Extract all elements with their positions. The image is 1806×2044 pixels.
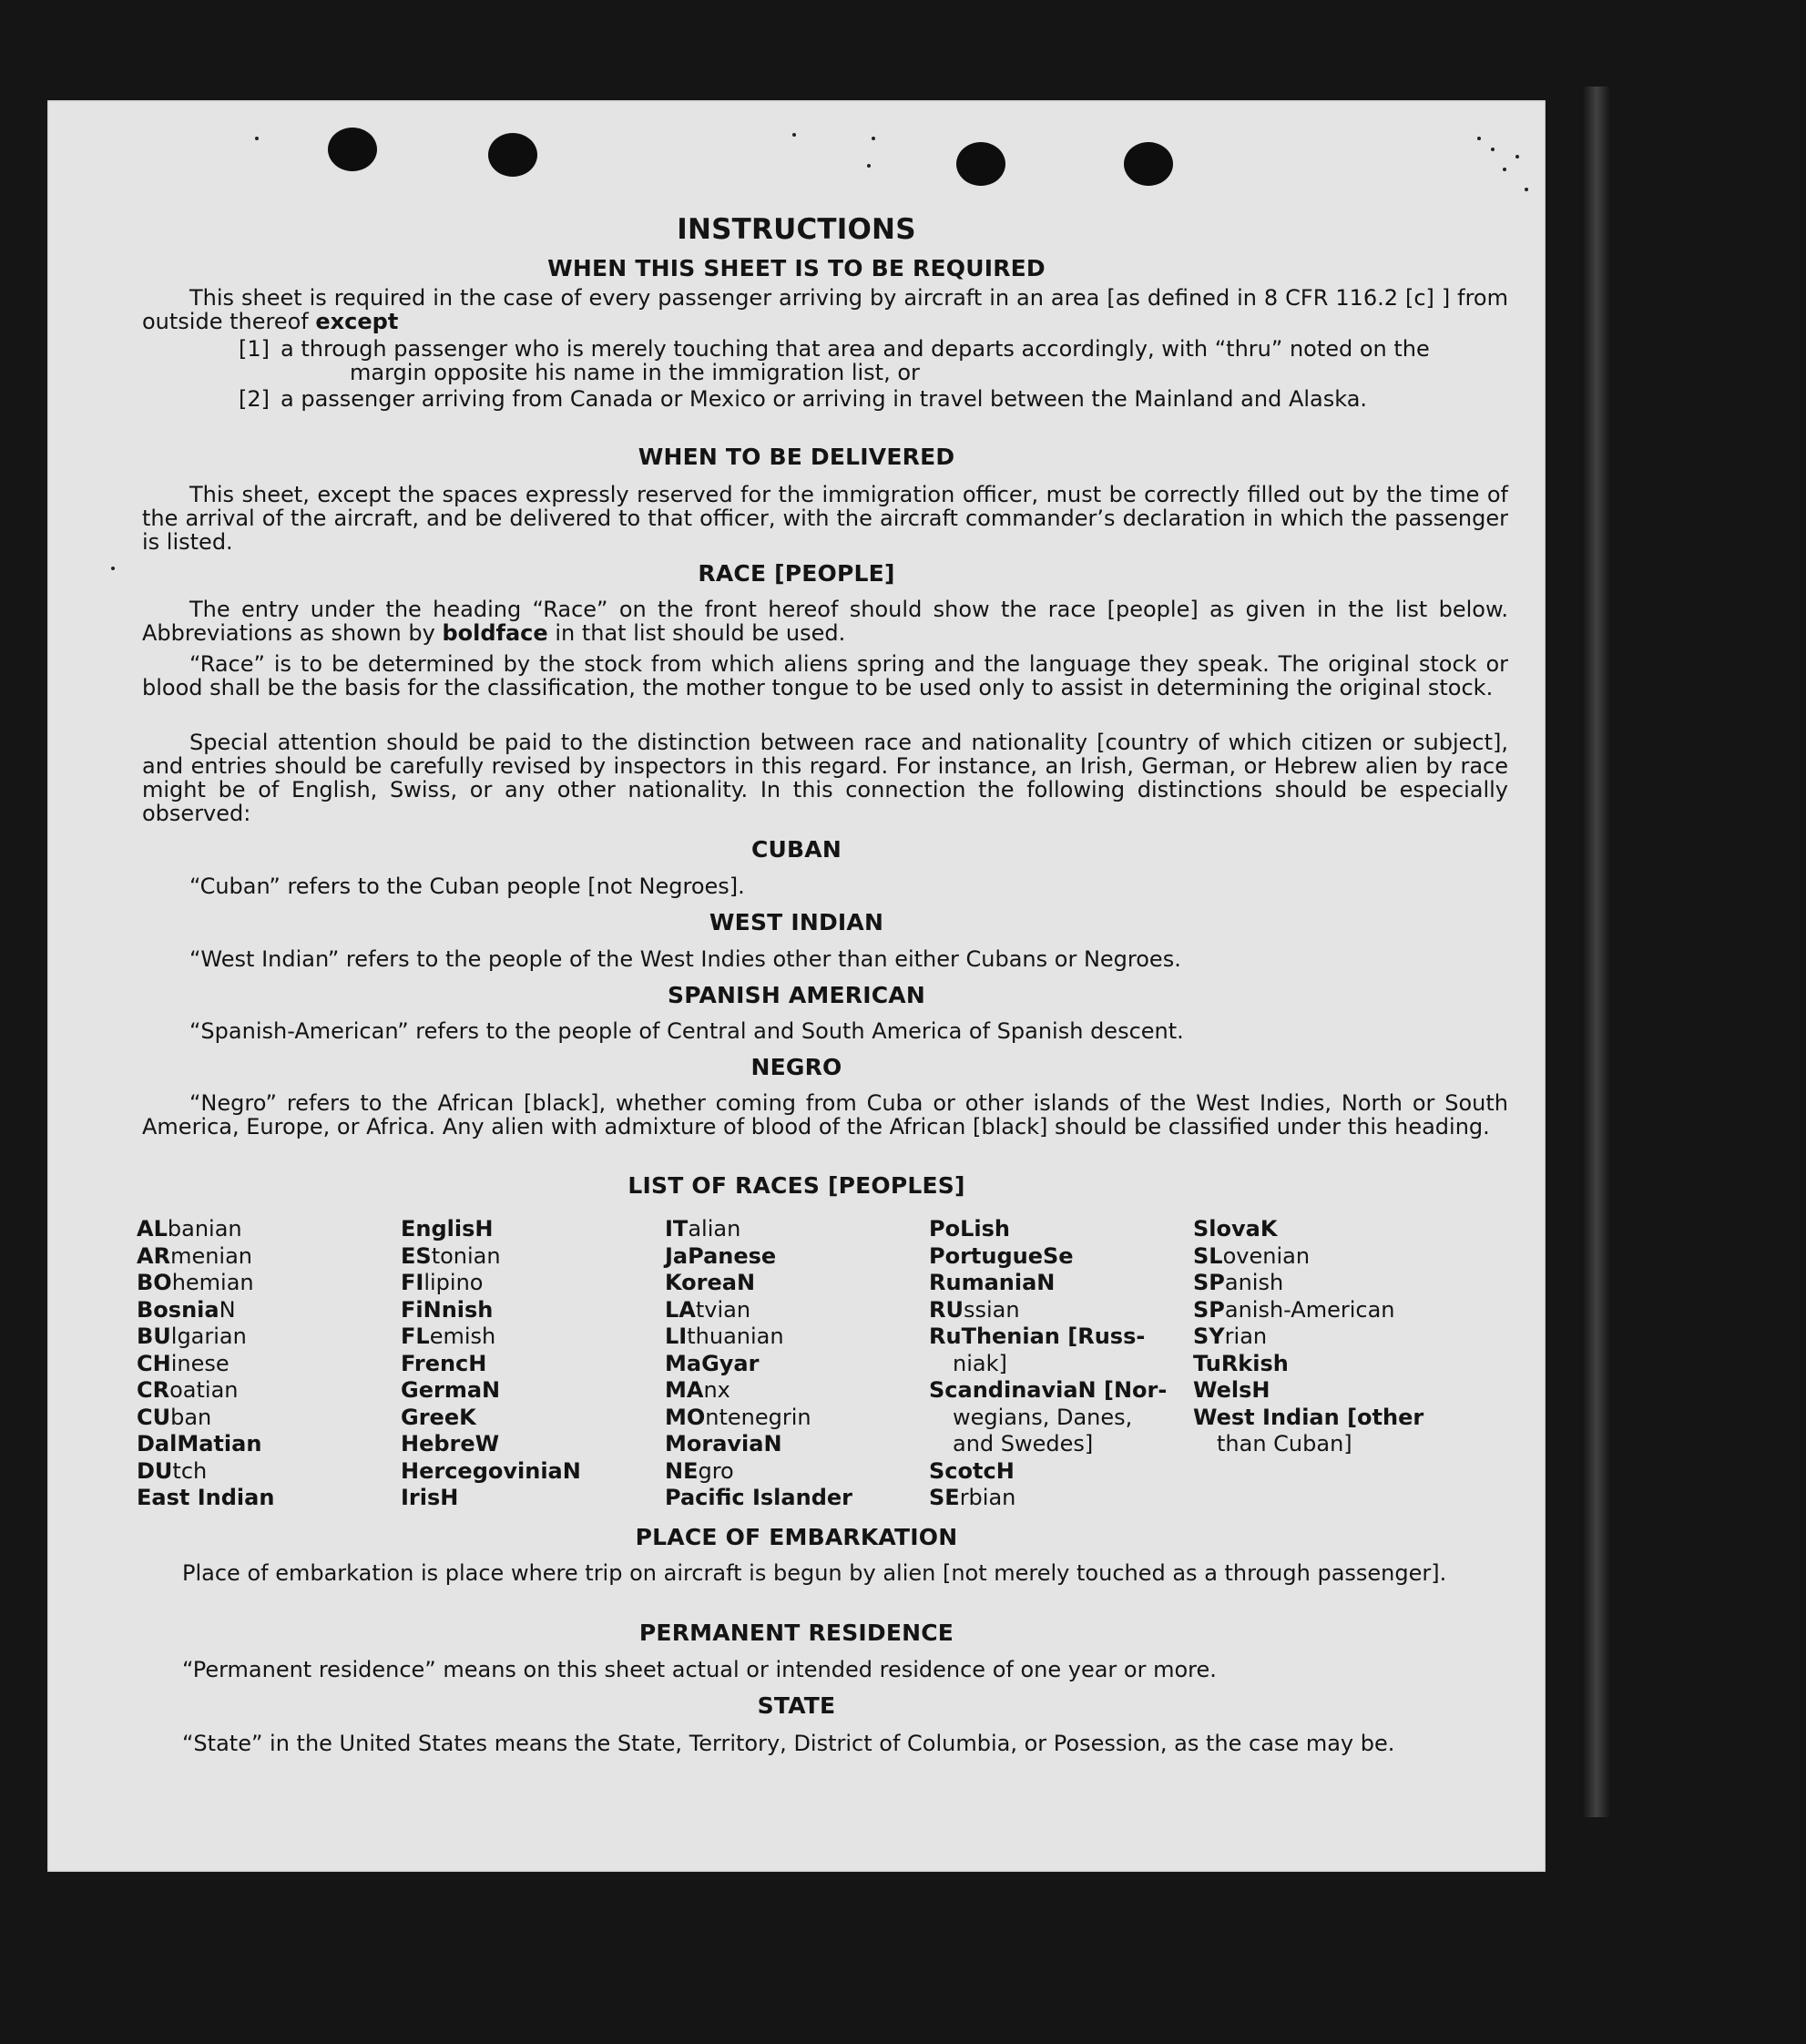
paragraph-negro [142, 1091, 1508, 1139]
race-abbreviation: ES [401, 1242, 432, 1269]
paragraph-embarkation [135, 1561, 1501, 1585]
text: The entry under the heading “Race” on the front hereof should show the race [people] as given in the list below. Abbreviations as shown by [142, 597, 1508, 646]
races-column-2 [401, 1216, 665, 1512]
punch-hole [488, 133, 537, 177]
race-entry [665, 1458, 929, 1486]
race-entry [665, 1216, 929, 1243]
races-column-5 [1193, 1216, 1485, 1458]
item-number: [1] [239, 336, 270, 362]
race-abbreviation: TuRkish [1193, 1350, 1289, 1376]
race-abbreviation: ScotcH [929, 1457, 1015, 1484]
races-list [137, 1216, 1485, 1510]
race-entry [1193, 1351, 1485, 1378]
race-abbreviation: GreeK [401, 1404, 476, 1430]
text: Place of embarkation is place where trip on aircraft is begun by alien [not merely touched as a through passenger]. [182, 1560, 1447, 1586]
item-text: a passenger arriving from Canada or Mexico or arriving in travel between the Mainland and Alaska. [281, 386, 1368, 412]
race-name-continued: niak] [953, 1350, 1007, 1376]
heading-when-required: WHEN THIS SHEET IS TO BE REQUIRED [547, 255, 1046, 281]
item-text-continued: margin opposite his name in the immigration list, or [350, 360, 920, 385]
race-name-rest: tch [172, 1457, 208, 1484]
bold-text: except [315, 309, 399, 334]
race-abbreviation: RU [929, 1296, 964, 1323]
speck [872, 137, 875, 140]
punch-hole [956, 142, 1005, 186]
text: Special attention should be paid to the distinction between race and nationality [country of which citizen or subject], and entries should be carefully revised by inspectors in this regard. For instance, an Irish, German, or Hebrew alien by race might be of English, Swiss, or any other nationality. In this connection the following distinctions should be especially observed: [142, 730, 1508, 826]
paragraph-west-indian [142, 947, 1508, 971]
race-entry [1193, 1243, 1485, 1271]
race-entry [401, 1431, 665, 1458]
document-sheet [47, 100, 1546, 1872]
item-number: [2] [239, 386, 270, 412]
race-entry [929, 1297, 1193, 1324]
race-abbreviation: MoraviaN [665, 1431, 782, 1456]
race-abbreviation: SL [1193, 1242, 1223, 1269]
speck [1491, 148, 1495, 151]
punch-hole [328, 128, 377, 171]
heading-race: RACE [PEOPLE] [698, 560, 895, 587]
text: “Spanish-American” refers to the people of Central and South America of Spanish descent. [189, 1018, 1184, 1044]
race-entry [401, 1351, 665, 1378]
race-entry [401, 1297, 665, 1324]
race-entry [137, 1270, 401, 1297]
race-abbreviation: SE [929, 1485, 960, 1510]
race-abbreviation: NE [665, 1457, 699, 1484]
bold-text: boldface [442, 620, 548, 646]
race-abbreviation: FrencH [401, 1350, 487, 1376]
race-abbreviation: HercegoviniaN [401, 1457, 581, 1484]
race-abbreviation: East Indian [137, 1485, 275, 1510]
race-entry [1193, 1323, 1485, 1351]
race-abbreviation: CU [137, 1404, 171, 1430]
heading-embarkation: PLACE OF EMBARKATION [635, 1524, 958, 1550]
heading-negro: NEGRO [750, 1054, 842, 1080]
race-entry [401, 1458, 665, 1486]
heading-when-delivered: WHEN TO BE DELIVERED [638, 444, 955, 470]
race-abbreviation: PoLish [929, 1216, 1010, 1242]
race-abbreviation: BU [137, 1323, 171, 1349]
race-abbreviation: CR [137, 1377, 170, 1403]
race-name-rest: alian [688, 1216, 741, 1242]
race-abbreviation: SlovaK [1193, 1216, 1278, 1242]
race-abbreviation: CH [137, 1350, 171, 1376]
race-name-rest: ban [170, 1404, 212, 1430]
paragraph-race-2 [142, 652, 1508, 700]
text: “Permanent residence” means on this sheet actual or intended residence of one year or more. [182, 1657, 1217, 1682]
race-entry [137, 1297, 401, 1324]
race-entry [929, 1270, 1193, 1297]
race-abbreviation: Bosnia [137, 1296, 219, 1323]
race-name-rest: menian [170, 1242, 253, 1269]
paragraph-cuban [142, 874, 1508, 898]
race-name-rest: tvian [695, 1296, 751, 1323]
race-name-rest: ovenian [1222, 1242, 1311, 1269]
race-name-rest: anish-American [1224, 1296, 1395, 1323]
race-entry [929, 1216, 1193, 1243]
speck [255, 137, 259, 140]
text: “West Indian” refers to the people of the West Indies other than either Cubans or Negroes. [189, 946, 1181, 972]
race-abbreviation: IrisH [401, 1485, 459, 1510]
race-entry [665, 1297, 929, 1324]
paragraph-spanish-american [142, 1019, 1508, 1043]
race-entry [401, 1377, 665, 1405]
heading-spanish-american: SPANISH AMERICAN [668, 982, 925, 1008]
race-entry [929, 1323, 1193, 1377]
race-abbreviation: DalMatian [137, 1431, 262, 1456]
race-abbreviation: LA [665, 1296, 696, 1323]
race-abbreviation: MA [665, 1377, 704, 1403]
race-entry [665, 1431, 929, 1458]
text: “State” in the United States means the State, Territory, District of Columbia, or Posession, as the case may be. [182, 1731, 1395, 1756]
film-edge [1583, 87, 1610, 1817]
race-name-continued: wegians, Danes, [953, 1404, 1133, 1430]
race-entry [401, 1243, 665, 1271]
race-abbreviation: FI [401, 1270, 424, 1295]
race-entry [929, 1377, 1193, 1458]
race-name-rest: tonian [431, 1242, 501, 1269]
race-entry [137, 1431, 401, 1458]
race-entry [665, 1243, 929, 1271]
heading-west-indian: WEST INDIAN [709, 909, 884, 935]
race-entry [401, 1270, 665, 1297]
race-entry [137, 1351, 401, 1378]
race-name-continued: than Cuban] [1217, 1431, 1352, 1456]
heading-list-of-races: LIST OF RACES [PEOPLES] [628, 1172, 965, 1199]
speck [1503, 168, 1506, 171]
race-entry [1193, 1405, 1485, 1458]
race-abbreviation: FiNnish [401, 1296, 494, 1323]
race-entry [929, 1485, 1193, 1512]
race-name-rest: oatian [169, 1377, 239, 1403]
punch-hole [1124, 142, 1173, 186]
race-abbreviation: ScandinaviaN [Nor- [929, 1377, 1168, 1403]
heading-state: STATE [757, 1692, 836, 1719]
text: “Cuban” refers to the Cuban people [not Negroes]. [189, 874, 745, 899]
race-name-rest: anish [1224, 1270, 1284, 1295]
race-abbreviation: KoreaN [665, 1270, 756, 1295]
race-abbreviation: Pacific Islander [665, 1485, 852, 1510]
race-abbreviation: SP [1193, 1270, 1225, 1295]
race-entry [665, 1270, 929, 1297]
race-entry [137, 1458, 401, 1486]
race-entry [137, 1377, 401, 1405]
paragraph-required-intro [142, 286, 1508, 333]
text: “Race” is to be determined by the stock from which aliens spring and the language they speak. The original stock or blood shall be the basis for the classification, the mother tongue to be used only to assist in determining the original stock. [142, 651, 1508, 700]
race-entry [665, 1377, 929, 1405]
race-entry [137, 1323, 401, 1351]
race-entry [137, 1405, 401, 1432]
text: “Negro” refers to the African [black], whether coming from Cuba or other islands of the West Indies, North or South America, Europe, or Africa. Any alien with admixture of blood of the African [black] should be classified under this heading. [142, 1090, 1508, 1140]
race-name-rest: thuanian [687, 1323, 784, 1349]
race-abbreviation: HebreW [401, 1431, 500, 1456]
list-item-1 [239, 337, 1508, 384]
race-name-rest: gro [698, 1457, 734, 1484]
speck [867, 164, 871, 168]
text: This sheet is required in the case of every passenger arriving by aircraft in an area [as defined in 8 CFR 116.2 [c] ] from outside thereof [142, 285, 1508, 334]
race-abbreviation: MaGyar [665, 1350, 760, 1376]
race-abbreviation: West Indian [other [1193, 1404, 1424, 1430]
list-item-2 [239, 387, 1508, 411]
race-abbreviation: IT [665, 1216, 689, 1242]
race-abbreviation: EnglisH [401, 1216, 494, 1242]
race-entry [137, 1243, 401, 1271]
race-abbreviation: WelsH [1193, 1377, 1270, 1403]
race-entry [929, 1243, 1193, 1271]
item-text: a through passenger who is merely touching that area and departs accordingly, with “thru” noted on the [281, 336, 1430, 362]
speck [1525, 188, 1528, 191]
race-entry [137, 1216, 401, 1243]
speck [792, 133, 796, 137]
heading-permanent-residence: PERMANENT RESIDENCE [638, 1620, 954, 1646]
race-abbreviation: SY [1193, 1323, 1225, 1349]
race-entry [665, 1323, 929, 1351]
race-entry [665, 1351, 929, 1378]
race-abbreviation: AL [137, 1216, 168, 1242]
race-name-rest: banian [167, 1216, 242, 1242]
race-name-rest: emish [429, 1323, 496, 1349]
race-entry [665, 1485, 929, 1512]
race-abbreviation: MO [665, 1404, 706, 1430]
paragraph-delivered [142, 483, 1508, 554]
speck [1515, 155, 1519, 158]
race-abbreviation: BO [137, 1270, 172, 1295]
race-abbreviation: PortugueSe [929, 1242, 1074, 1269]
race-name-rest: hemian [171, 1270, 254, 1295]
race-name-continued: and Swedes] [953, 1431, 1094, 1456]
race-entry [401, 1485, 665, 1512]
text: in that list should be used. [555, 620, 846, 646]
race-name-rest: ssian [963, 1296, 1020, 1323]
page-title: INSTRUCTIONS [677, 213, 916, 246]
races-column-4 [929, 1216, 1193, 1512]
race-entry [1193, 1297, 1485, 1324]
race-name-rest: ntenegrin [705, 1404, 811, 1430]
speck [1477, 137, 1481, 140]
race-abbreviation: RuThenian [Russ- [929, 1323, 1146, 1349]
race-name-rest: N [219, 1296, 236, 1323]
race-name-rest: lipino [423, 1270, 484, 1295]
race-entry [1193, 1270, 1485, 1297]
race-abbreviation: FL [401, 1323, 430, 1349]
paragraph-race-3 [142, 731, 1508, 825]
race-name-rest: lgarian [170, 1323, 247, 1349]
race-abbreviation: DU [137, 1457, 173, 1484]
race-abbreviation: RumaniaN [929, 1270, 1056, 1295]
race-entry [929, 1458, 1193, 1486]
heading-cuban: CUBAN [751, 836, 842, 863]
race-entry [401, 1405, 665, 1432]
race-abbreviation: JaPanese [665, 1242, 777, 1269]
race-entry [137, 1485, 401, 1512]
race-abbreviation: AR [137, 1242, 171, 1269]
race-entry [401, 1323, 665, 1351]
race-entry [665, 1405, 929, 1432]
paragraph-race-1 [142, 598, 1508, 645]
race-entry [401, 1216, 665, 1243]
race-name-rest: inese [170, 1350, 230, 1376]
race-name-rest: nx [703, 1377, 730, 1403]
races-column-3 [665, 1216, 929, 1512]
races-column-1 [137, 1216, 401, 1512]
paragraph-permanent-residence [135, 1658, 1501, 1681]
race-entry [1193, 1216, 1485, 1243]
race-name-rest: rbian [959, 1485, 1016, 1510]
paragraph-state [135, 1732, 1501, 1755]
race-abbreviation: LI [665, 1323, 688, 1349]
text: This sheet, except the spaces expressly reserved for the immigration officer, must be correctly filled out by the time of the arrival of the aircraft, and be delivered to that officer, with the aircraft commander’s declaration in which the passenger is listed. [142, 482, 1508, 555]
race-abbreviation: GermaN [401, 1377, 501, 1403]
race-entry [1193, 1377, 1485, 1405]
race-abbreviation: SP [1193, 1296, 1225, 1323]
race-name-rest: rian [1224, 1323, 1268, 1349]
